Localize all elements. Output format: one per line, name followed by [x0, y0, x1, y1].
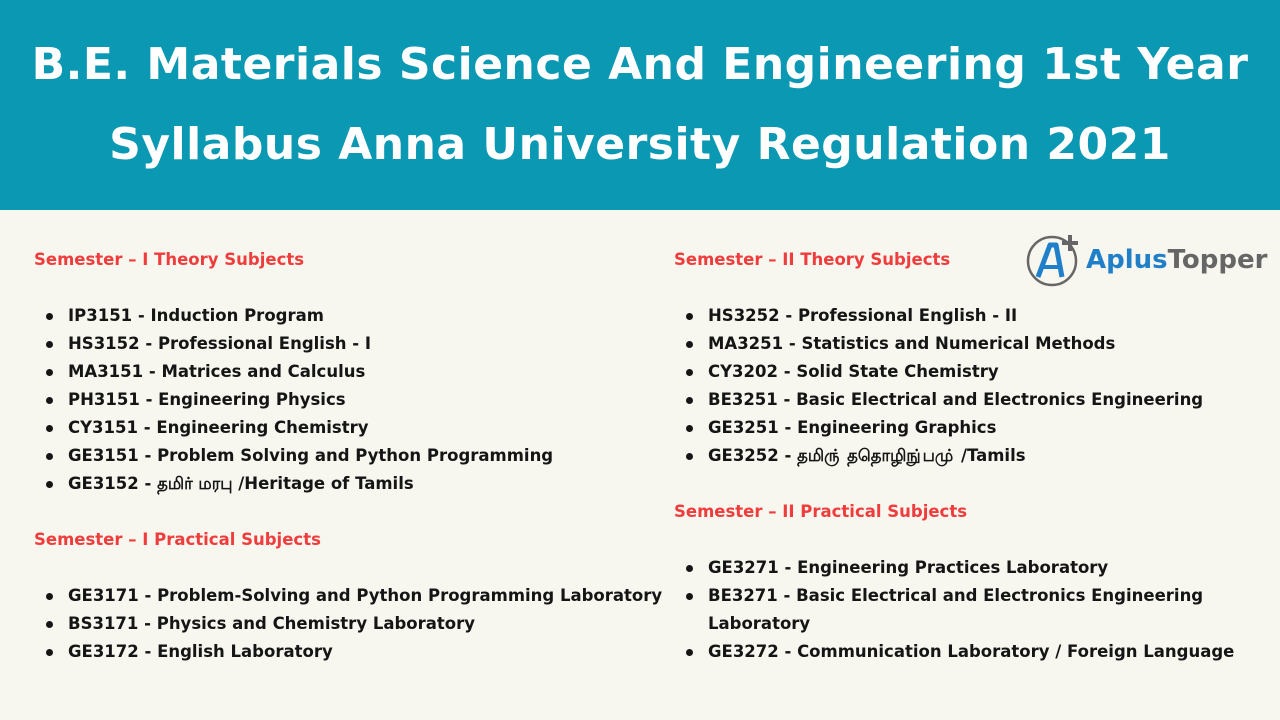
list-item: [34, 302, 664, 330]
bullet-icon: [46, 369, 53, 376]
bullet-icon: [46, 621, 53, 628]
subject-label: BS3171 - Physics and Chemistry Laboratory: [68, 614, 475, 633]
list-item: [34, 442, 664, 470]
list-item: [674, 638, 1264, 666]
subject-label: MA3251 - Statistics and Numerical Methods: [708, 334, 1116, 353]
list-item: [34, 470, 664, 498]
semester-2-practical-title: Semester – II Practical Subjects: [674, 502, 968, 521]
list-item: [674, 442, 1264, 470]
logo-brand-aplus: Aplus: [1086, 245, 1168, 275]
semester-1-practical-list: [34, 582, 664, 666]
bullet-icon: [686, 425, 693, 432]
semester-1-theory-list: [34, 302, 664, 498]
subject-label: CY3202 - Solid State Chemistry: [708, 362, 999, 381]
semester-1-practical-title: Semester – I Practical Subjects: [34, 530, 321, 549]
bullet-icon: [686, 313, 693, 320]
subject-label: GE3272 - Communication Laboratory / Foreign Language: [708, 642, 1235, 661]
list-item: [34, 358, 664, 386]
subject-label: BE3251 - Basic Electrical and Electronics Engineering: [708, 390, 1204, 409]
list-item: [34, 610, 664, 638]
subject-label: PH3151 - Engineering Physics: [68, 390, 346, 409]
subject-label: GE3151 - Problem Solving and Python Programming: [68, 446, 554, 465]
subject-label: CY3151 - Engineering Chemistry: [68, 418, 369, 437]
bullet-icon: [46, 341, 53, 348]
bullet-icon: [686, 397, 693, 404]
page-title-line-2: Syllabus Anna University Regulation 2021: [109, 119, 1171, 170]
bullet-icon: [46, 649, 53, 656]
subject-label: IP3151 - Induction Program: [68, 306, 324, 325]
semester-2-theory-list: [674, 302, 1264, 470]
list-item: [674, 414, 1264, 442]
subject-label: HS3152 - Professional English - I: [68, 334, 371, 353]
bullet-icon: [686, 649, 693, 656]
list-item: [674, 358, 1264, 386]
bullet-icon: [686, 565, 693, 572]
logo-brand-topper: Topper: [1167, 245, 1268, 275]
list-item: [674, 302, 1264, 330]
bullet-icon: [46, 593, 53, 600]
subject-label: GE3172 - English Laboratory: [68, 642, 333, 661]
bullet-icon: [46, 481, 53, 488]
bullet-icon: [686, 341, 693, 348]
semester-1-column: [34, 246, 664, 694]
list-item: [674, 386, 1264, 414]
title-banner: [0, 0, 1280, 210]
list-item: [34, 330, 664, 358]
subject-label: GE3171 - Problem-Solving and Python Programming Laboratory: [68, 586, 663, 605]
list-item: [674, 554, 1264, 582]
list-item: [674, 582, 1264, 638]
list-item: [34, 414, 664, 442]
bullet-icon: [686, 593, 693, 600]
semester-2-practical-list: [674, 554, 1264, 666]
bullet-icon: [686, 453, 693, 460]
page-title-line-1: B.E. Materials Science And Engineering 1st Year: [31, 39, 1249, 90]
subject-label: BE3271 - Basic Electrical and Electronics Engineering Laboratory: [708, 586, 1204, 633]
subject-label: GE3251 - Engineering Graphics: [708, 418, 997, 437]
semester-1-theory-title: Semester – I Theory Subjects: [34, 250, 305, 269]
bullet-icon: [46, 425, 53, 432]
semester-2-column: [674, 246, 1264, 694]
list-item: [34, 582, 664, 610]
subject-label: MA3151 - Matrices and Calculus: [68, 362, 366, 381]
list-item: [674, 330, 1264, 358]
list-item: [34, 638, 664, 666]
bullet-icon: [46, 313, 53, 320]
subject-label: GE3152 - தமிர் மரபு /Heritage of Tamils: [68, 474, 414, 493]
semester-2-theory-title: Semester – II Theory Subjects: [674, 250, 951, 269]
bullet-icon: [686, 369, 693, 376]
bullet-icon: [46, 453, 53, 460]
subject-label: GE3252 - தமிரு் ததொழிநு்பமு் /Tamils: [708, 446, 1026, 465]
subject-label: HS3252 - Professional English - II: [708, 306, 1018, 325]
list-item: [34, 386, 664, 414]
subject-label: GE3271 - Engineering Practices Laboratory: [708, 558, 1109, 577]
bullet-icon: [46, 397, 53, 404]
